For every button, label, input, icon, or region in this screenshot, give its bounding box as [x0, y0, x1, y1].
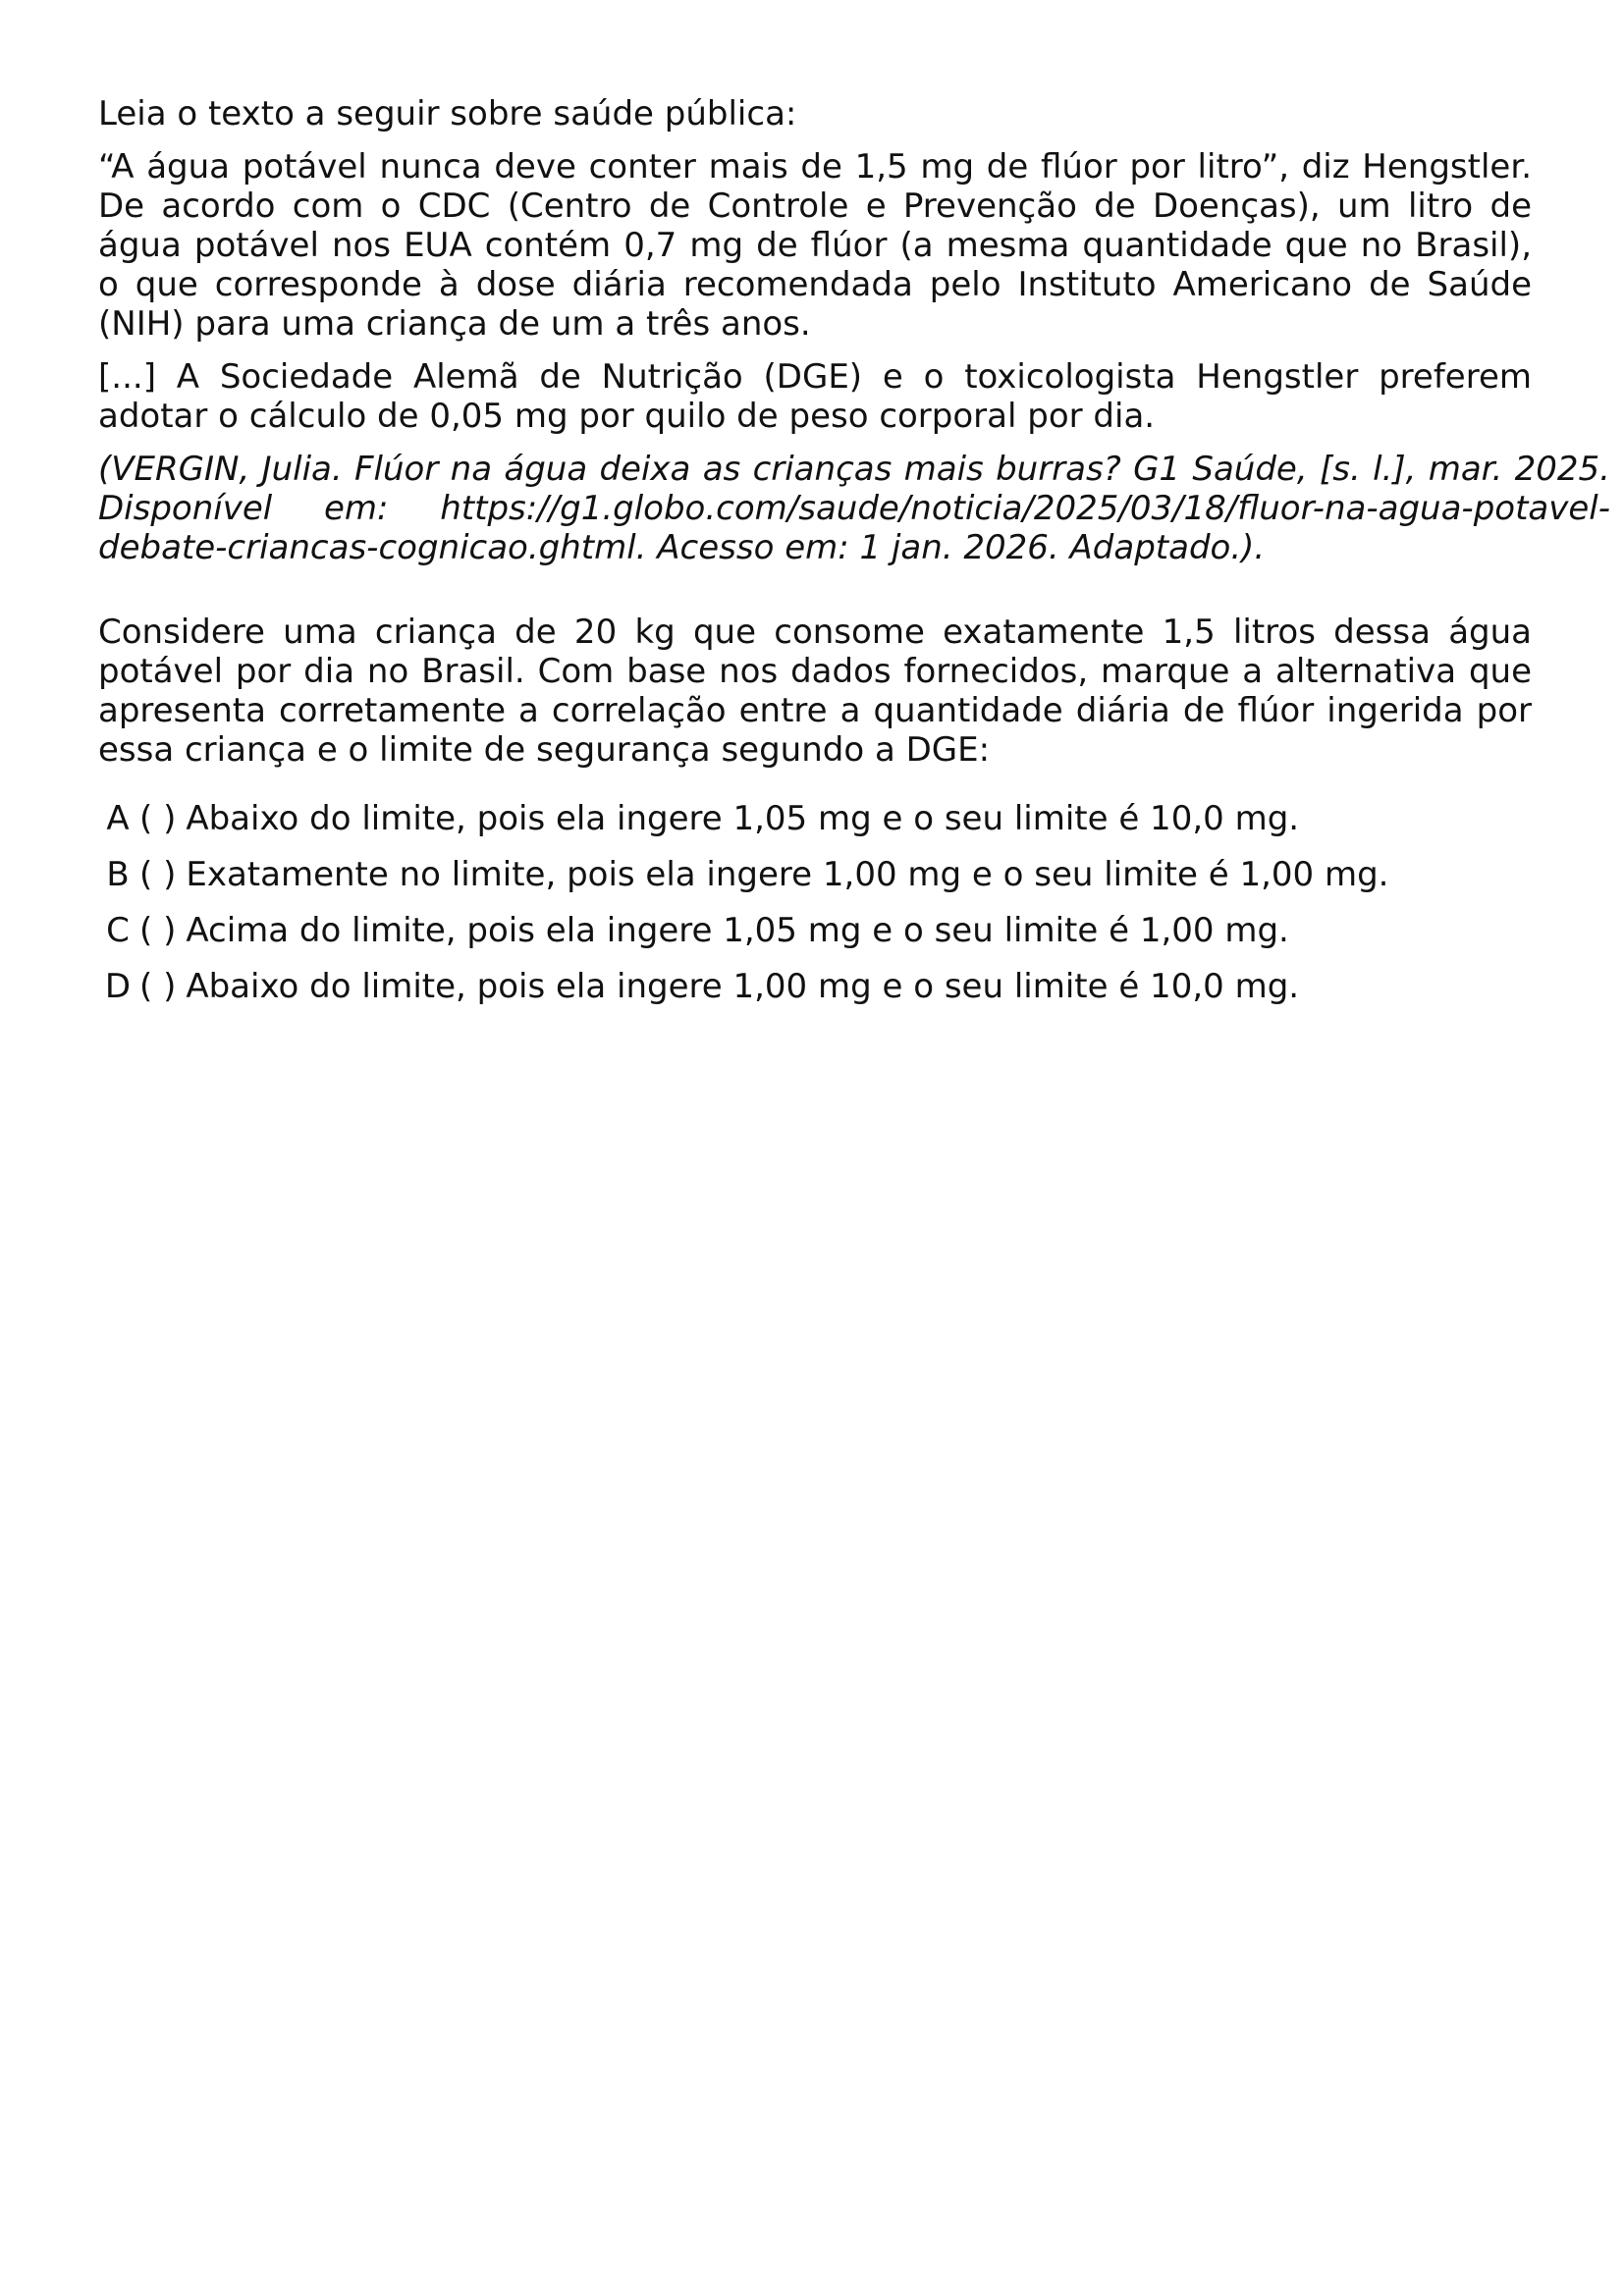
option-checkbox[interactable]: ( )	[139, 911, 177, 950]
option-text: Abaixo do limite, pois ela ingere 1,05 mg e o seu limite é 10,0 mg.	[186, 799, 1300, 838]
option-letter: A	[106, 799, 130, 838]
option-d[interactable]	[102, 967, 1532, 1006]
option-checkbox[interactable]: ( )	[139, 799, 177, 838]
quote-paragraph-2: [...] A Sociedade Alemã de Nutrição (DGE) e o toxicologista Hengstler preferem adotar o cálculo de 0,05 mg por quilo de peso corporal por dia.	[98, 357, 1532, 436]
option-b[interactable]	[102, 855, 1532, 894]
source-citation: (VERGIN, Julia. Flúor na água deixa as crianças mais burras? G1 Saúde, [s. l.], mar. 2025. Disponível em: https://g1.globo.com/saude/noticia/2025/03/18/fluor-na-agua-potavel-debate-criancas-cognicao.ghtml. Acesso em: 1 jan. 2026. Adaptado.).	[98, 450, 1610, 567]
option-text: Acima do limite, pois ela ingere 1,05 mg e o seu limite é 1,00 mg.	[186, 911, 1289, 950]
answer-options	[102, 799, 1532, 1006]
option-letter: D	[104, 967, 132, 1006]
question-content	[98, 94, 1610, 1023]
intro-text: Leia o texto a seguir sobre saúde pública:	[98, 94, 797, 133]
quote-paragraph-1: “A água potável nunca deve conter mais de 1,5 mg de flúor por litro”, diz Hengstler. De acordo com o CDC (Centro de Controle e Prevenção de Doenças), um litro de água potável nos EUA contém 0,7 mg de flúor (a mesma quantidade que no Brasil), o que corresponde à dose diária recomendada pelo Instituto Americano de Saúde (NIH) para uma criança de um a três anos.	[98, 147, 1532, 344]
option-checkbox[interactable]: ( )	[139, 855, 177, 894]
option-checkbox[interactable]: ( )	[139, 967, 177, 1006]
question-statement: Considere uma criança de 20 kg que consome exatamente 1,5 litros dessa água potável por dia no Brasil. Com base nos dados fornecidos, marque a alternativa que apresenta corretamente a correlação entre a quantidade diária de flúor ingerida por essa criança e o limite de segurança segundo a DGE:	[98, 613, 1532, 770]
option-c[interactable]	[102, 911, 1532, 950]
option-letter: C	[106, 911, 130, 950]
option-text: Abaixo do limite, pois ela ingere 1,00 mg e o seu limite é 10,0 mg.	[186, 967, 1300, 1006]
option-a[interactable]	[102, 799, 1532, 838]
option-letter: B	[106, 855, 130, 894]
option-text: Exatamente no limite, pois ela ingere 1,00 mg e o seu limite é 1,00 mg.	[186, 855, 1389, 894]
